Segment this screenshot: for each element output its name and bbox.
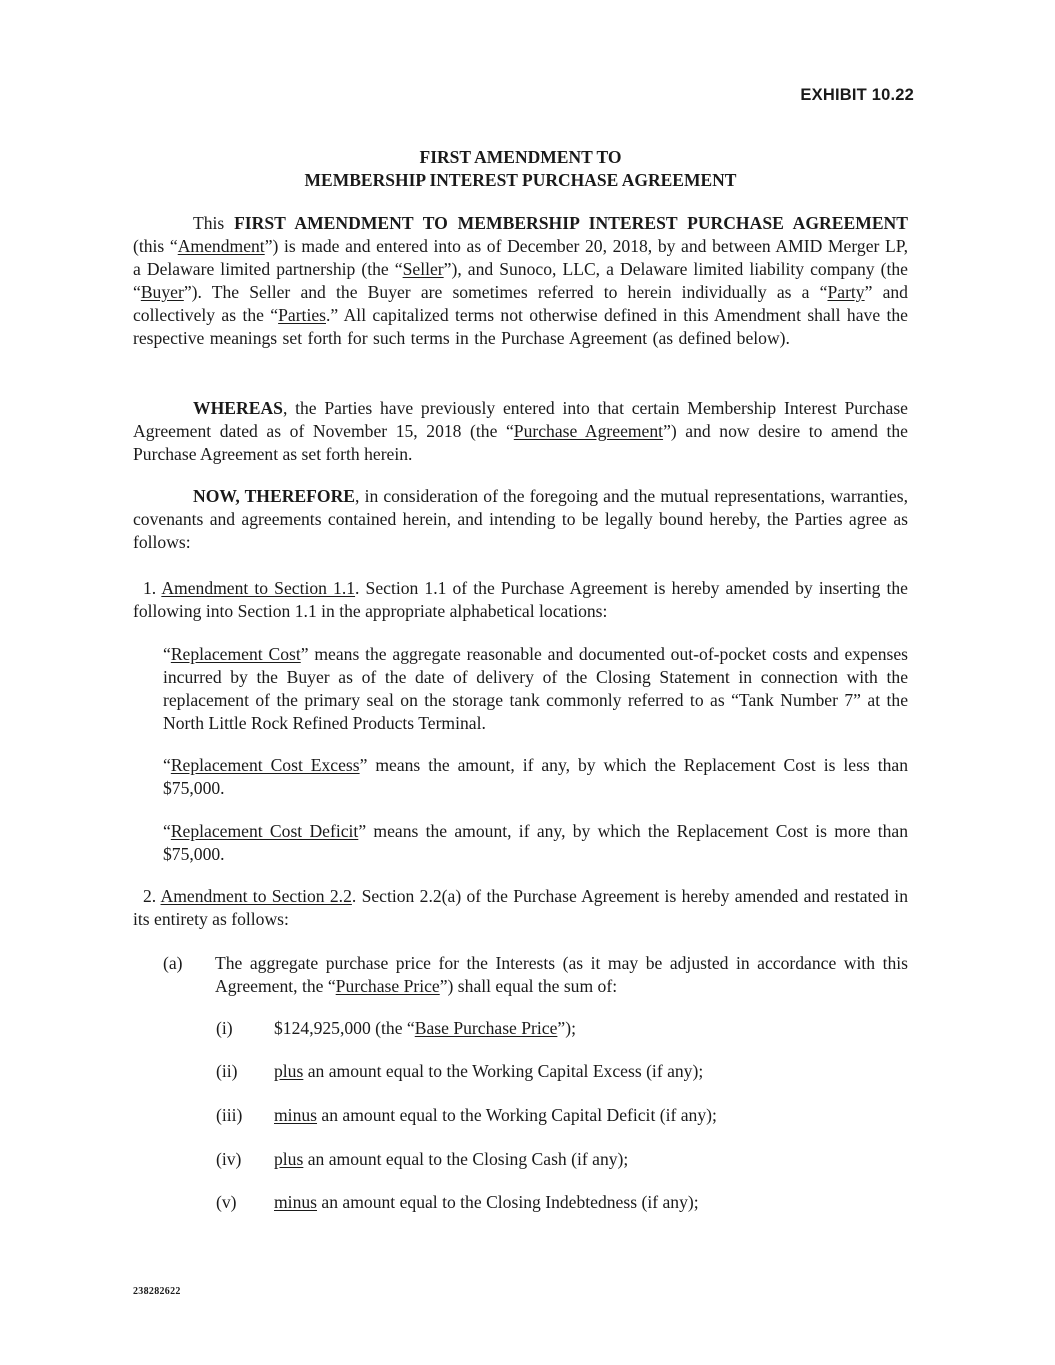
subclause-label: (iii) bbox=[216, 1105, 243, 1125]
title-line-2: MEMBERSHIP INTEREST PURCHASE AGREEMENT bbox=[304, 170, 737, 190]
definition-1-quote: “ bbox=[163, 644, 171, 664]
defined-term-parties: Parties bbox=[278, 305, 326, 325]
intro-paragraph bbox=[133, 212, 908, 350]
clause-a-text-2: ”) shall equal the sum of: bbox=[439, 976, 618, 996]
defined-term-buyer: Buyer bbox=[140, 282, 184, 302]
clause-a-text-1: The aggregate purchase price for the Interests (as it may be adjusted in accordance with this Agreement, the “ bbox=[215, 953, 908, 996]
subclause-text bbox=[274, 1104, 717, 1127]
subclause-v-post: an amount equal to the Closing Indebtedness (if any); bbox=[317, 1192, 699, 1212]
definition-replacement-cost bbox=[163, 643, 908, 735]
clause-a bbox=[163, 952, 908, 998]
operator-plus: plus bbox=[274, 1061, 304, 1081]
now-therefore-paragraph bbox=[133, 485, 908, 554]
whereas-paragraph bbox=[133, 397, 908, 466]
defined-term-replacement-cost-excess: Replacement Cost Excess bbox=[170, 755, 360, 775]
definition-3-quote: “ bbox=[163, 821, 171, 841]
subclause-label: (v) bbox=[216, 1192, 237, 1212]
subclause-label: (ii) bbox=[216, 1061, 238, 1081]
whereas-text-1: , the Parties have previously entered into that certain Membership Interest Purchase Agreement dated as of November 15, 2018 (the “ bbox=[133, 398, 908, 441]
subclause-i-pre: $124,925,000 (the “ bbox=[274, 1018, 415, 1038]
subclause-text bbox=[274, 1148, 628, 1171]
subclause-iv-post: an amount equal to the Closing Cash (if any); bbox=[303, 1149, 629, 1169]
subclause-text bbox=[274, 1017, 576, 1040]
subclause-iii-post: an amount equal to the Working Capital Deficit (if any); bbox=[317, 1105, 717, 1125]
section-2-text: . Section 2.2(a) of the Purchase Agreement is hereby amended and restated in its entirety as follows: bbox=[133, 886, 908, 929]
section-1-text: . Section 1.1 of the Purchase Agreement is hereby amended by inserting the following into Section 1.1 in the appropriate alphabetical locations: bbox=[133, 578, 908, 621]
clause-a-label: (a) bbox=[163, 953, 183, 973]
agreement-name-bold: FIRST AMENDMENT TO MEMBERSHIP INTEREST PURCHASE AGREEMENT bbox=[234, 213, 908, 233]
section-1-heading: Amendment to Section 1.1 bbox=[161, 578, 356, 598]
defined-term-seller: Seller bbox=[402, 259, 444, 279]
document-id-footer: 238282622 bbox=[133, 1286, 181, 1297]
intro-text-6: ” and collectively as the “ bbox=[133, 282, 908, 325]
intro-text-5: ”). The Seller and the Buyer are sometimes referred to herein individually as a “ bbox=[183, 282, 828, 302]
defined-term-amendment: Amendment bbox=[177, 236, 265, 256]
intro-text-3: ”) is made and entered into as of December 20, 2018, by and between AMID Merger LP, a Delaware limited partnership (the “ bbox=[133, 236, 908, 279]
defined-term-purchase-price: Purchase Price bbox=[335, 976, 440, 996]
subclause-label: (iv) bbox=[216, 1149, 242, 1169]
intro-text-2: (this “ bbox=[133, 236, 178, 256]
operator-plus: plus bbox=[274, 1149, 304, 1169]
document-title bbox=[133, 146, 908, 192]
exhibit-label: EXHIBIT 10.22 bbox=[800, 86, 914, 104]
section-2-number: 2. bbox=[143, 886, 161, 906]
definition-3-text: ” means the amount, if any, by which the Replacement Cost is more than $75,000. bbox=[163, 821, 908, 864]
intro-text-7: .” All capitalized terms not otherwise defined in this Amendment shall have the respective meanings set forth for such terms in the Purchase Agreement (as defined below). bbox=[133, 305, 908, 348]
now-therefore-text: , in consideration of the foregoing and the mutual representations, warranties, covenants and agreements contained herein, and intending to be legally bound hereby, the Parties agree as follows: bbox=[133, 486, 908, 552]
defined-term-purchase-agreement: Purchase Agreement bbox=[513, 421, 664, 441]
operator-minus: minus bbox=[274, 1192, 318, 1212]
subclause-text bbox=[274, 1191, 699, 1214]
section-2-paragraph bbox=[133, 885, 908, 931]
definition-replacement-cost-deficit bbox=[163, 820, 908, 866]
subclause-text bbox=[274, 1060, 703, 1083]
subclause-ii-post: an amount equal to the Working Capital Excess (if any); bbox=[303, 1061, 704, 1081]
definition-1-text: ” means the aggregate reasonable and documented out-of-pocket costs and expenses incurred by the Buyer as of the date of delivery of the Closing Statement in connection with the replacement of the primary seal on the storage tank commonly referred to as “Tank Number 7” at the North Little Rock Refined Products Terminal. bbox=[163, 644, 908, 733]
defined-term-replacement-cost-deficit: Replacement Cost Deficit bbox=[170, 821, 359, 841]
definition-replacement-cost-excess bbox=[163, 754, 908, 800]
section-1-number: 1. bbox=[143, 578, 162, 598]
defined-term-replacement-cost: Replacement Cost bbox=[170, 644, 301, 664]
whereas-text-2: ”) and now desire to amend the Purchase Agreement as set forth herein. bbox=[133, 421, 908, 464]
operator-minus: minus bbox=[274, 1105, 318, 1125]
subclause-label: (i) bbox=[216, 1018, 233, 1038]
subclause-i-post: ”); bbox=[557, 1018, 576, 1038]
defined-term-base-purchase-price: Base Purchase Price bbox=[414, 1018, 558, 1038]
section-1-paragraph bbox=[133, 577, 908, 623]
whereas-bold: WHEREAS bbox=[193, 398, 283, 418]
defined-term-party: Party bbox=[827, 282, 865, 302]
definition-2-quote: “ bbox=[163, 755, 171, 775]
now-therefore-bold: NOW, THEREFORE bbox=[193, 486, 356, 506]
section-2-heading: Amendment to Section 2.2 bbox=[160, 886, 352, 906]
intro-text-1: This bbox=[193, 213, 235, 233]
intro-text-4: ”), and Sunoco, LLC, a Delaware limited liability company (the “ bbox=[133, 259, 908, 302]
title-line-1: FIRST AMENDMENT TO bbox=[419, 147, 622, 167]
definition-2-text: ” means the amount, if any, by which the Replacement Cost is less than $75,000. bbox=[163, 755, 908, 798]
